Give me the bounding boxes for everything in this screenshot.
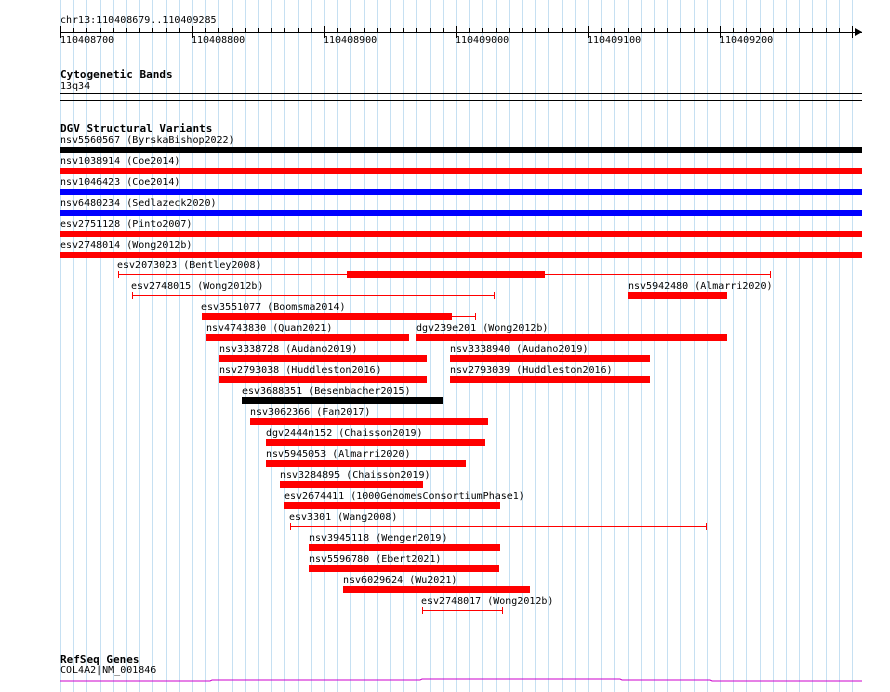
variant-label[interactable]: nsv3062366 (Fan2017) (250, 407, 371, 418)
variant-label[interactable]: nsv6480234 (Sedlazeck2020) (60, 198, 217, 209)
variant-label[interactable]: nsv2793039 (Huddleston2016) (450, 365, 613, 376)
gridline (760, 0, 761, 692)
ruler-tick (694, 28, 695, 33)
ruler-tick (786, 28, 787, 33)
ruler-tick (258, 28, 259, 33)
variant-bar[interactable] (60, 252, 862, 258)
variant-span-line[interactable] (422, 610, 502, 611)
gridline (654, 0, 655, 692)
variant-bar[interactable] (309, 544, 500, 551)
variant-label[interactable]: esv2073023 (Bentley2008) (117, 260, 262, 271)
ruler-tick (548, 28, 549, 33)
ruler-tick (179, 28, 180, 33)
ruler-tick (284, 28, 285, 33)
ruler-tick-label: 110409000 (455, 35, 510, 46)
gridline (680, 0, 681, 692)
gridline (614, 0, 615, 692)
variant-bar[interactable] (60, 231, 862, 237)
variant-bar[interactable] (202, 313, 452, 320)
ruler-tick (403, 28, 404, 33)
ruler-tick (311, 28, 312, 33)
ruler-tick (826, 28, 827, 33)
ruler-arrow-icon (855, 28, 862, 36)
gridline (733, 0, 734, 692)
variant-bar[interactable] (280, 481, 423, 488)
cytoband-bottom-line (60, 100, 862, 101)
gridline (139, 0, 140, 692)
ruler-tick (337, 28, 338, 33)
gridline (60, 0, 61, 692)
ruler-line (60, 32, 862, 33)
ruler-tick (100, 28, 101, 33)
variant-bar[interactable] (219, 376, 427, 383)
gridline (746, 0, 747, 692)
gridline (773, 0, 774, 692)
variant-span-line[interactable] (132, 295, 494, 296)
variant-end-cap (290, 523, 291, 530)
cytoband-track-title[interactable]: Cytogenetic Bands (60, 68, 173, 81)
gridline (152, 0, 153, 692)
ruler-tick (522, 28, 523, 33)
variant-label[interactable]: nsv3284895 (Chaisson2019) (280, 470, 431, 481)
gridline (799, 0, 800, 692)
variant-label[interactable]: nsv2793038 (Huddleston2016) (219, 365, 382, 376)
variant-bar[interactable] (250, 418, 488, 425)
ruler-tick (232, 28, 233, 33)
ruler-tick (812, 28, 813, 33)
ruler-tick (760, 28, 761, 33)
ruler-tick (364, 28, 365, 33)
ruler-tick-label: 110408900 (323, 35, 378, 46)
ruler-tick (73, 28, 74, 33)
ruler-tick (654, 28, 655, 33)
ruler-tick (707, 28, 708, 33)
variant-label[interactable]: esv3688351 (Besenbacher2015) (242, 386, 411, 397)
variant-end-cap (706, 523, 707, 530)
ruler-tick (218, 28, 219, 33)
variant-label[interactable]: nsv5560567 (ByrskaBishop2022) (60, 135, 235, 146)
refseq-track-title[interactable]: RefSeq Genes (60, 653, 140, 666)
gridline (73, 0, 74, 692)
variant-label[interactable]: nsv6029624 (Wu2021) (343, 575, 458, 586)
variant-bar[interactable] (242, 397, 443, 404)
variant-end-cap (422, 607, 423, 614)
gridline (205, 0, 206, 692)
ruler-tick (245, 28, 246, 33)
ruler-tick (139, 28, 140, 33)
ruler-tick (430, 28, 431, 33)
variant-bar[interactable] (60, 210, 862, 216)
gridline (113, 0, 114, 692)
ruler-tick (377, 28, 378, 33)
variant-label[interactable]: nsv5942480 (Almarri2020) (628, 281, 773, 292)
gridline (826, 0, 827, 692)
gridline (601, 0, 602, 692)
ruler-tick (126, 28, 127, 33)
ruler-tick (746, 28, 747, 33)
variant-label[interactable]: esv2674411 (1000GenomesConsortiumPhase1) (284, 491, 525, 502)
variant-bar[interactable] (266, 439, 485, 446)
variant-end-cap (118, 271, 119, 278)
cytoband-label: 13q34 (60, 81, 91, 92)
refseq-gene-feature[interactable] (60, 674, 862, 686)
variant-bar[interactable] (60, 189, 862, 195)
variant-label[interactable]: dgv2444n152 (Chaisson2019) (266, 428, 423, 439)
variant-label[interactable]: esv2748017 (Wong2012b) (421, 596, 554, 607)
gridline (667, 0, 668, 692)
ruler-tick (601, 28, 602, 33)
ruler-tick-label: 110409200 (719, 35, 774, 46)
gridline (628, 0, 629, 692)
gridline (720, 0, 721, 692)
ruler-tick (839, 28, 840, 33)
variant-label[interactable]: nsv5596780 (Ebert2021) (309, 554, 442, 565)
ruler-tick (614, 28, 615, 33)
ruler-tick-label: 110408800 (191, 35, 246, 46)
variant-bar[interactable] (450, 355, 650, 362)
variant-bar[interactable] (347, 271, 545, 278)
variant-bar[interactable] (60, 147, 862, 153)
ruler-tick (667, 28, 668, 33)
ruler-tick (852, 26, 853, 38)
ruler-tick (390, 28, 391, 33)
variant-label[interactable]: esv3551077 (Boomsma2014) (201, 302, 346, 313)
gridline (707, 0, 708, 692)
gridline (641, 0, 642, 692)
gridline (86, 0, 87, 692)
gridline (786, 0, 787, 692)
ruler-tick (733, 28, 734, 33)
ruler-tick (509, 28, 510, 33)
variant-bar[interactable] (450, 376, 650, 383)
variant-label[interactable]: nsv3338728 (Audano2019) (219, 344, 358, 355)
ruler-tick (628, 28, 629, 33)
variant-label[interactable]: nsv3945118 (Wenger2019) (309, 533, 448, 544)
variant-label[interactable]: esv2748014 (Wong2012b) (60, 240, 193, 251)
ruler-tick (496, 28, 497, 33)
ruler-tick (562, 28, 563, 33)
gridline (812, 0, 813, 692)
variant-bar[interactable] (628, 292, 727, 299)
ruler-tick (166, 28, 167, 33)
gridline (100, 0, 101, 692)
ruler-tick (205, 28, 206, 33)
refseq-gene-label[interactable]: COL4A2|NM_001846 (60, 665, 157, 676)
variant-end-cap (494, 292, 495, 299)
variant-span-line[interactable] (290, 526, 706, 527)
variant-end-cap (132, 292, 133, 299)
ruler-tick (86, 28, 87, 33)
cytoband-top-line (60, 93, 862, 94)
gridline (179, 0, 180, 692)
ruler-tick (799, 28, 800, 33)
variant-label[interactable]: nsv4743830 (Quan2021) (206, 323, 333, 334)
ruler-tick (271, 28, 272, 33)
ruler-tick (535, 28, 536, 33)
location-label: chr13:110408679..110409285 (60, 15, 217, 26)
variant-label[interactable]: nsv1046423 (Coe2014) (60, 177, 181, 188)
variant-end-cap (502, 607, 503, 614)
ruler-tick (443, 28, 444, 33)
variant-end-cap (770, 271, 771, 278)
variant-bar[interactable] (266, 460, 466, 467)
variant-end-cap (475, 313, 476, 320)
ruler-tick (680, 28, 681, 33)
variant-bar[interactable] (343, 586, 530, 593)
variant-bar[interactable] (60, 168, 862, 174)
ruler-tick (773, 28, 774, 33)
gridline (694, 0, 695, 692)
ruler-tick (575, 28, 576, 33)
variant-bar[interactable] (309, 565, 499, 572)
variant-label[interactable]: esv2748015 (Wong2012b) (131, 281, 264, 292)
ruler-tick-label: 110408700 (60, 35, 115, 46)
ruler-tick (298, 28, 299, 33)
variant-label[interactable]: esv2751128 (Pinto2007) (60, 219, 193, 230)
gridline (839, 0, 840, 692)
ruler-tick (641, 28, 642, 33)
dgv-separator (60, 254, 862, 255)
variant-bar[interactable] (219, 355, 427, 362)
variant-bar[interactable] (416, 334, 727, 341)
variant-label[interactable]: nsv1038914 (Coe2014) (60, 156, 181, 167)
ruler-tick (469, 28, 470, 33)
variant-label[interactable]: nsv5945053 (Almarri2020) (266, 449, 411, 460)
ruler-tick (416, 28, 417, 33)
variant-bar[interactable] (206, 334, 409, 341)
ruler-tick (113, 28, 114, 33)
ruler-tick (350, 28, 351, 33)
variant-label[interactable]: esv3301 (Wang2008) (289, 512, 398, 523)
gridline (126, 0, 127, 692)
variant-label[interactable]: nsv3338940 (Audano2019) (450, 344, 589, 355)
dgv-track-title[interactable]: DGV Structural Variants (60, 122, 213, 135)
gridline (192, 0, 193, 692)
ruler-tick-label: 110409100 (587, 35, 642, 46)
ruler-tick (152, 28, 153, 33)
ruler-tick (482, 28, 483, 33)
gridline (166, 0, 167, 692)
variant-bar[interactable] (284, 502, 500, 509)
gridline (852, 0, 853, 692)
variant-label[interactable]: dgv239e201 (Wong2012b) (416, 323, 549, 334)
